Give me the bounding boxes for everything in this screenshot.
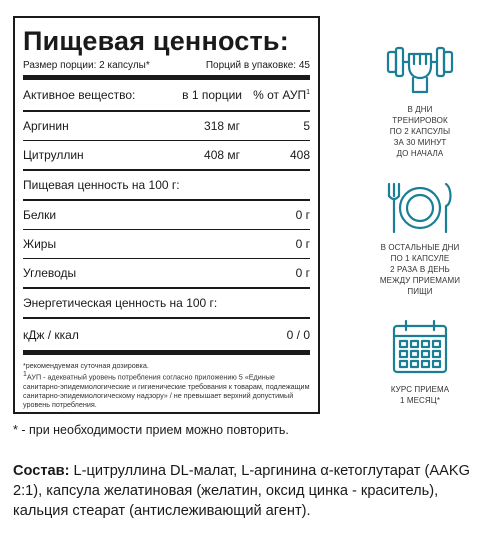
ingredient-name: Цитруллин [23, 148, 84, 162]
dose-block-training [355, 38, 485, 159]
composition-text: L-цитруллина DL-малат, L-аргинина α-кетоглутарат (AAKG 2:1), капсула желатиновая (желатин, оксид цинка - краситель), кальция стеарат (антислеживающий агент). [13, 463, 470, 519]
table-header-row [23, 80, 310, 112]
energy-value: 0 / 0 [286, 327, 310, 342]
nutrient-value: 0 г [295, 266, 310, 280]
calendar-icon [390, 318, 450, 376]
header-substance: Активное вещество: [23, 88, 136, 102]
table-row [23, 201, 310, 230]
footnote-aup: $^1$АУП - адекватный уровень потребления согласно приложению 5 «Единые санитарно-эпидемиологические и гигиенические требования к товарам, подлежащим санитарно-эпидемиологическому надзору» / не превышает верхний допустимый уровень потребления. [23, 371, 310, 410]
ingredient-amount: 318 мг [204, 119, 240, 133]
dose-text: В ДНИ ТРЕНИРОВОК ПО 2 КАПСУЛЫ ЗА 30 МИНУТ ДО НАЧАЛА [389, 105, 451, 158]
nutrient-value: 0 г [295, 208, 310, 222]
repeat-note: * - при необходимости прием можно повторить. [13, 423, 289, 437]
footnotes [23, 355, 310, 409]
nutrient-name: Белки [23, 208, 57, 222]
ingredient-name: Аргинин [23, 119, 69, 133]
table-row [23, 230, 310, 259]
servings-per-pack: Порций в упаковке: 45 [205, 60, 310, 71]
ingredient-percent: 5 [303, 119, 310, 133]
nutrient-name: Углеводы [23, 266, 77, 280]
dose-block-rest-days [355, 178, 485, 297]
ingredient-percent: 408 [289, 148, 310, 162]
energy-heading-row [23, 289, 310, 319]
nutrition-heading: Пищевая ценность на 100 г: [23, 178, 180, 192]
header-aup: % от АУП$^1$ [253, 88, 310, 102]
table-row [23, 141, 310, 171]
dose-text: КУРС ПРИЕМА 1 МЕСЯЦ* [390, 385, 450, 405]
nutrient-value: 0 г [295, 237, 310, 251]
composition [13, 461, 473, 521]
composition-label: Состав: [13, 463, 70, 479]
serving-size: Размер порции: 2 капсулы* [23, 60, 150, 71]
nutrient-name: Жиры [23, 237, 57, 251]
energy-name: кДж / ккал [23, 327, 79, 342]
table-row [23, 259, 310, 289]
dose-text: В ОСТАЛЬНЫЕ ДНИ ПО 1 КАПСУЛЕ 2 РАЗА В ДЕНЬ МЕЖДУ ПРИЕМАМИ ПИЩИ [379, 243, 461, 296]
energy-heading: Энергетическая ценность на 100 г: [23, 296, 218, 310]
footnote-daily-dose: *рекомендуемая суточная дозировка. [23, 361, 149, 370]
plate-cutlery-icon [380, 178, 460, 238]
header-per-serving: в 1 порции [182, 88, 242, 102]
panel-title: Пищевая ценность: [23, 26, 289, 56]
nutrition-heading-row [23, 171, 310, 201]
dose-block-course [355, 318, 485, 406]
table-row [23, 319, 310, 355]
dumbbell-fist-icon [385, 38, 455, 100]
table-row [23, 112, 310, 141]
serving-info [23, 58, 310, 80]
nutrition-facts-panel [13, 16, 320, 414]
ingredient-amount: 408 мг [204, 148, 240, 162]
